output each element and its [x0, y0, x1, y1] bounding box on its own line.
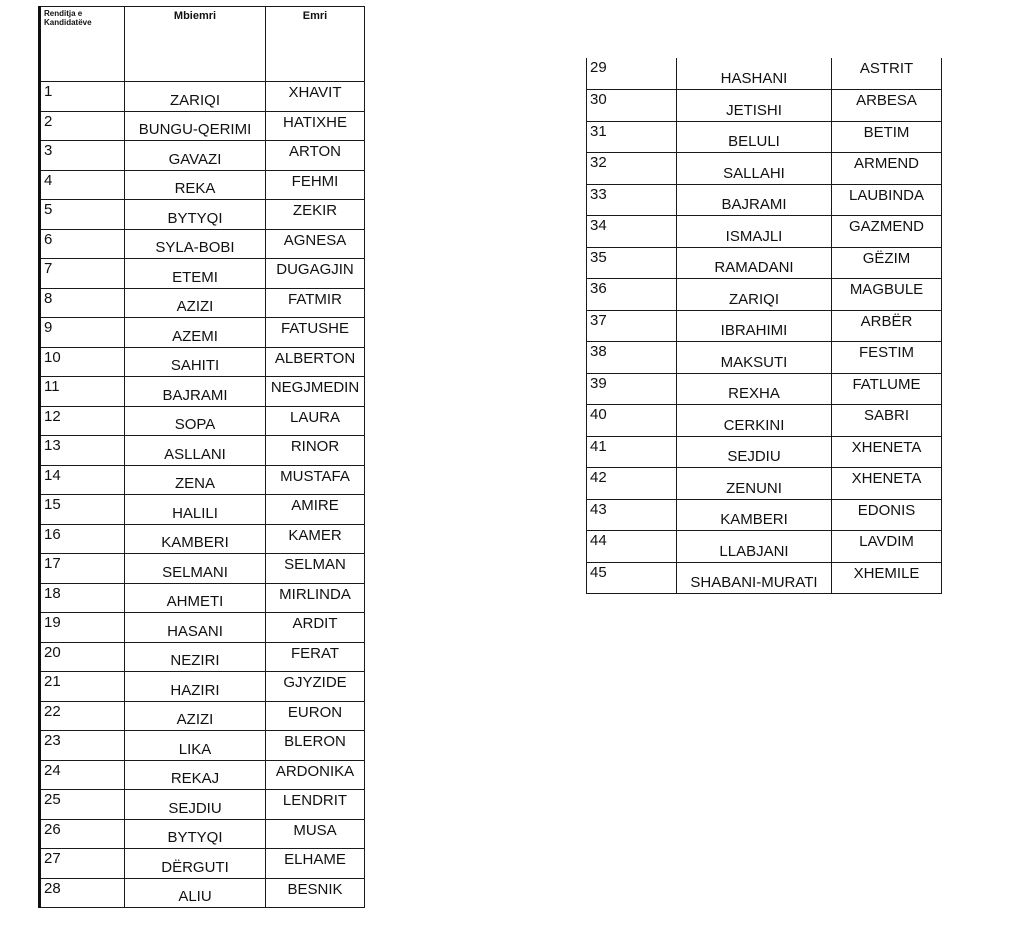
table-row: [587, 562, 942, 594]
rank-cell: 19: [40, 613, 125, 643]
table-row: [40, 524, 365, 554]
table-row: [40, 790, 365, 820]
name-cell: FATMIR: [266, 288, 365, 318]
rank-cell: 1: [40, 82, 125, 112]
header-surname: Mbiemri: [125, 7, 266, 82]
rank-cell: 44: [587, 531, 677, 563]
table-row: [587, 153, 942, 185]
surname-cell: ALIU: [125, 878, 266, 908]
name-cell: EURON: [266, 701, 365, 731]
rank-cell: 26: [40, 819, 125, 849]
surname-cell: REKAJ: [125, 760, 266, 790]
surname-cell: NEZIRI: [125, 642, 266, 672]
surname-cell: ZARIQI: [125, 82, 266, 112]
table-row: [40, 288, 365, 318]
name-cell: FATLUME: [832, 373, 942, 405]
table-row: [40, 701, 365, 731]
name-cell: AMIRE: [266, 495, 365, 525]
table-row: [40, 141, 365, 171]
name-cell: ELHAME: [266, 849, 365, 879]
rank-cell: 11: [40, 377, 125, 407]
surname-cell: HALILI: [125, 495, 266, 525]
name-cell: ARBESA: [832, 90, 942, 122]
table-row: [40, 583, 365, 613]
name-cell: MIRLINDA: [266, 583, 365, 613]
name-cell: XHAVIT: [266, 82, 365, 112]
table-row: [587, 499, 942, 531]
name-cell: XHENETA: [832, 468, 942, 500]
rank-cell: 18: [40, 583, 125, 613]
surname-cell: LLABJANI: [677, 531, 832, 563]
name-cell: MAGBULE: [832, 279, 942, 311]
table-row: [40, 318, 365, 348]
header-row: [40, 7, 365, 82]
surname-cell: SALLAHI: [677, 153, 832, 185]
surname-cell: HASANI: [125, 613, 266, 643]
rank-cell: 40: [587, 405, 677, 437]
table-row: [587, 90, 942, 122]
surname-cell: BUNGU-QERIMI: [125, 111, 266, 141]
surname-cell: SEJDIU: [677, 436, 832, 468]
rank-cell: 43: [587, 499, 677, 531]
name-cell: KAMER: [266, 524, 365, 554]
rank-cell: 28: [40, 878, 125, 908]
surname-cell: AZIZI: [125, 701, 266, 731]
name-cell: GAZMEND: [832, 216, 942, 248]
surname-cell: LIKA: [125, 731, 266, 761]
name-cell: FEHMI: [266, 170, 365, 200]
rank-cell: 39: [587, 373, 677, 405]
rank-cell: 36: [587, 279, 677, 311]
table-row: [587, 310, 942, 342]
surname-cell: ZENA: [125, 465, 266, 495]
table-row: [40, 111, 365, 141]
table-row: [40, 259, 365, 289]
surname-cell: AHMETI: [125, 583, 266, 613]
table-row: [587, 373, 942, 405]
name-cell: GJYZIDE: [266, 672, 365, 702]
name-cell: SABRI: [832, 405, 942, 437]
name-cell: FESTIM: [832, 342, 942, 374]
surname-cell: BYTYQI: [125, 819, 266, 849]
table-row: [40, 229, 365, 259]
table-row: [587, 216, 942, 248]
candidate-table-right: [586, 58, 942, 594]
table-row: [40, 200, 365, 230]
name-cell: DUGAGJIN: [266, 259, 365, 289]
name-cell: ARTON: [266, 141, 365, 171]
name-cell: GËZIM: [832, 247, 942, 279]
rank-cell: 33: [587, 184, 677, 216]
rank-cell: 3: [40, 141, 125, 171]
surname-cell: ZARIQI: [677, 279, 832, 311]
table-row: [40, 82, 365, 112]
rank-cell: 25: [40, 790, 125, 820]
surname-cell: SHABANI-MURATI: [677, 562, 832, 594]
name-cell: ASTRIT: [832, 58, 942, 90]
rank-cell: 16: [40, 524, 125, 554]
table-row: [40, 406, 365, 436]
name-cell: ZEKIR: [266, 200, 365, 230]
surname-cell: BYTYQI: [125, 200, 266, 230]
surname-cell: SYLA-BOBI: [125, 229, 266, 259]
surname-cell: JETISHI: [677, 90, 832, 122]
surname-cell: SAHITI: [125, 347, 266, 377]
name-cell: MUSTAFA: [266, 465, 365, 495]
surname-cell: RAMADANI: [677, 247, 832, 279]
rank-cell: 14: [40, 465, 125, 495]
table-row: [40, 642, 365, 672]
name-cell: MUSA: [266, 819, 365, 849]
table-row: [587, 405, 942, 437]
table-row: [587, 436, 942, 468]
rank-cell: 29: [587, 58, 677, 90]
rank-cell: 30: [587, 90, 677, 122]
surname-cell: AZEMI: [125, 318, 266, 348]
rank-cell: 9: [40, 318, 125, 348]
table-row: [40, 495, 365, 525]
table-row: [587, 342, 942, 374]
name-cell: ARDONIKA: [266, 760, 365, 790]
rank-cell: 23: [40, 731, 125, 761]
rank-cell: 37: [587, 310, 677, 342]
candidate-table-left: [38, 6, 365, 908]
surname-cell: BAJRAMI: [125, 377, 266, 407]
name-cell: LAUBINDA: [832, 184, 942, 216]
table-row: [40, 170, 365, 200]
surname-cell: ZENUNI: [677, 468, 832, 500]
rank-cell: 24: [40, 760, 125, 790]
name-cell: LAURA: [266, 406, 365, 436]
table-row: [587, 247, 942, 279]
name-cell: NEGJMEDIN: [266, 377, 365, 407]
name-cell: HATIXHE: [266, 111, 365, 141]
rank-cell: 5: [40, 200, 125, 230]
surname-cell: HASHANI: [677, 58, 832, 90]
surname-cell: IBRAHIMI: [677, 310, 832, 342]
table-row: [40, 465, 365, 495]
rank-cell: 10: [40, 347, 125, 377]
surname-cell: HAZIRI: [125, 672, 266, 702]
name-cell: ALBERTON: [266, 347, 365, 377]
table-row: [40, 554, 365, 584]
rank-cell: 41: [587, 436, 677, 468]
surname-cell: CERKINI: [677, 405, 832, 437]
table-row: [587, 184, 942, 216]
name-cell: RINOR: [266, 436, 365, 466]
table-row: [40, 613, 365, 643]
rank-cell: 34: [587, 216, 677, 248]
name-cell: XHENETA: [832, 436, 942, 468]
table-row: [587, 58, 942, 90]
rank-cell: 2: [40, 111, 125, 141]
surname-cell: MAKSUTI: [677, 342, 832, 374]
name-cell: FERAT: [266, 642, 365, 672]
table-row: [40, 760, 365, 790]
surname-cell: REKA: [125, 170, 266, 200]
name-cell: BETIM: [832, 121, 942, 153]
table-row: [40, 731, 365, 761]
rank-cell: 32: [587, 153, 677, 185]
surname-cell: BELULI: [677, 121, 832, 153]
name-cell: AGNESA: [266, 229, 365, 259]
surname-cell: GAVAZI: [125, 141, 266, 171]
surname-cell: ISMAJLI: [677, 216, 832, 248]
surname-cell: KAMBERI: [125, 524, 266, 554]
table-row: [40, 819, 365, 849]
table-row: [587, 279, 942, 311]
name-cell: BLERON: [266, 731, 365, 761]
name-cell: ARBËR: [832, 310, 942, 342]
rank-cell: 15: [40, 495, 125, 525]
name-cell: XHEMILE: [832, 562, 942, 594]
header-name: Emri: [266, 7, 365, 82]
surname-cell: BAJRAMI: [677, 184, 832, 216]
rank-cell: 7: [40, 259, 125, 289]
rank-cell: 45: [587, 562, 677, 594]
rank-cell: 21: [40, 672, 125, 702]
surname-cell: REXHA: [677, 373, 832, 405]
rank-cell: 13: [40, 436, 125, 466]
table-row: [40, 436, 365, 466]
surname-cell: SEJDIU: [125, 790, 266, 820]
name-cell: BESNIK: [266, 878, 365, 908]
name-cell: ARDIT: [266, 613, 365, 643]
table-row: [40, 672, 365, 702]
table-row: [40, 849, 365, 879]
table-row: [40, 377, 365, 407]
table-row: [40, 878, 365, 908]
name-cell: LENDRIT: [266, 790, 365, 820]
surname-cell: SOPA: [125, 406, 266, 436]
surname-cell: ETEMI: [125, 259, 266, 289]
table-row: [587, 468, 942, 500]
name-cell: ARMEND: [832, 153, 942, 185]
table-row: [587, 531, 942, 563]
name-cell: EDONIS: [832, 499, 942, 531]
surname-cell: SELMANI: [125, 554, 266, 584]
table-row: [587, 121, 942, 153]
rank-cell: 42: [587, 468, 677, 500]
surname-cell: AZIZI: [125, 288, 266, 318]
name-cell: FATUSHE: [266, 318, 365, 348]
surname-cell: ASLLANI: [125, 436, 266, 466]
table-row: [40, 347, 365, 377]
rank-cell: 6: [40, 229, 125, 259]
name-cell: LAVDIM: [832, 531, 942, 563]
surname-cell: DËRGUTI: [125, 849, 266, 879]
header-rank: Renditja e Kandidatëve: [40, 7, 125, 82]
rank-cell: 8: [40, 288, 125, 318]
rank-cell: 17: [40, 554, 125, 584]
name-cell: SELMAN: [266, 554, 365, 584]
rank-cell: 20: [40, 642, 125, 672]
rank-cell: 31: [587, 121, 677, 153]
surname-cell: KAMBERI: [677, 499, 832, 531]
rank-cell: 12: [40, 406, 125, 436]
rank-cell: 27: [40, 849, 125, 879]
rank-cell: 4: [40, 170, 125, 200]
rank-cell: 22: [40, 701, 125, 731]
rank-cell: 35: [587, 247, 677, 279]
rank-cell: 38: [587, 342, 677, 374]
